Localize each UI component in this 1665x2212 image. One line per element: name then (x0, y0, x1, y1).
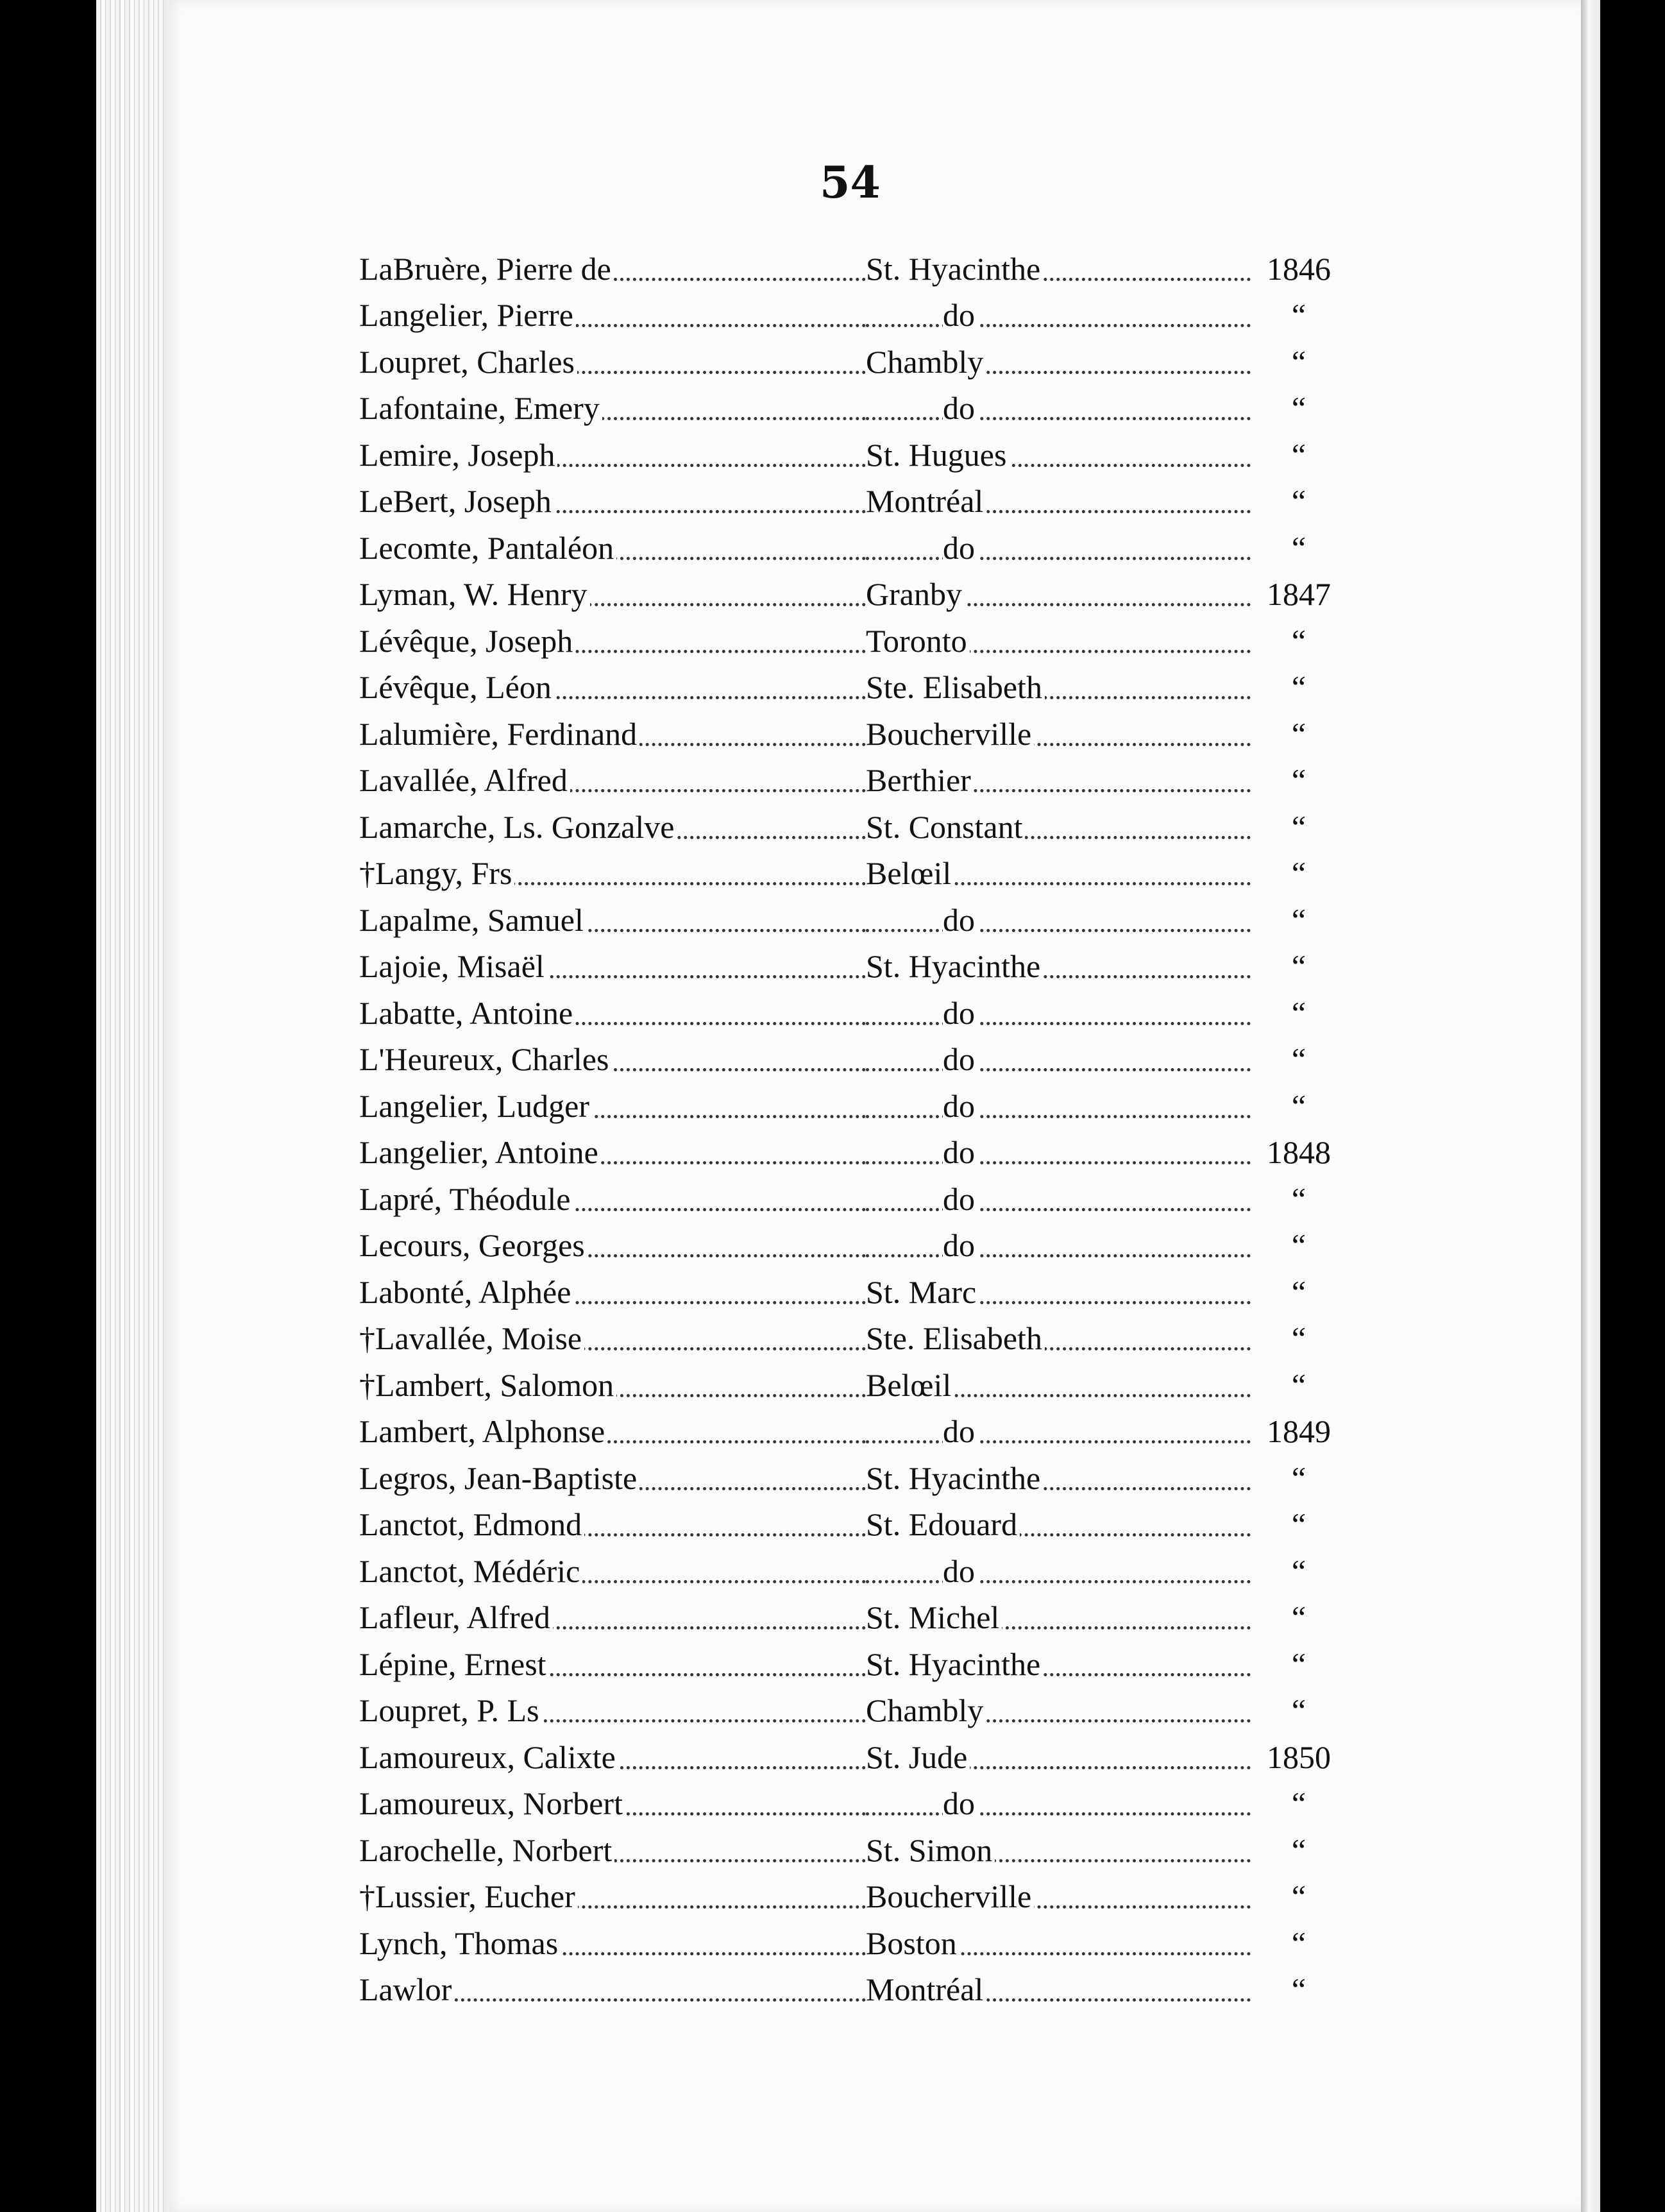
list-item (359, 613, 1347, 659)
entry-place-cell (866, 1227, 1251, 1264)
entry-year: “ (1291, 808, 1306, 845)
entry-place-cell (866, 715, 1251, 753)
entry-name-cell (359, 1087, 866, 1125)
leader-dots (866, 929, 1251, 932)
entry-place: Granby (866, 576, 965, 612)
entry-year: “ (1291, 483, 1306, 519)
entry-year: “ (1291, 343, 1306, 380)
entry-place-cell (866, 296, 1251, 334)
entry-name: Langelier, Pierre (359, 297, 576, 333)
list-item (359, 892, 1347, 939)
entry-name: Lanctot, Médéric (359, 1553, 582, 1589)
entry-place: Belœil (866, 855, 954, 891)
entry-place: Ste. Elisabeth (866, 1320, 1045, 1356)
entry-place: Boucherville (866, 716, 1034, 752)
entry-place-cell (866, 250, 1251, 287)
entry-name-cell (359, 1646, 866, 1683)
leader-dots (866, 417, 1251, 420)
list-item (359, 287, 1347, 334)
entry-place-cell (866, 1785, 1251, 1822)
entry-name: Lamarche, Ls. Gonzalve (359, 809, 677, 845)
entry-name: Lévêque, Léon (359, 669, 554, 705)
entry-place-cell (866, 1692, 1251, 1729)
entry-place: Boucherville (866, 1878, 1034, 1914)
entry-place-cell (866, 1739, 1251, 1776)
entry-year: “ (1291, 1227, 1306, 1263)
entry-place: do (943, 1181, 977, 1217)
entry-name: LaBruère, Pierre de (359, 251, 614, 287)
entry-place: Ste. Elisabeth (866, 669, 1045, 705)
entry-place-cell (866, 1832, 1251, 1869)
entry-year: 1847 (1267, 576, 1331, 612)
entry-name: Lemire, Joseph (359, 437, 557, 473)
entry-place-cell (866, 1413, 1251, 1450)
entry-name: Lamoureux, Calixte (359, 1739, 618, 1775)
entry-year: “ (1291, 390, 1306, 426)
entry-year: “ (1291, 1925, 1306, 1961)
entry-year: “ (1291, 436, 1306, 473)
list-item (359, 799, 1347, 846)
entry-year: 1849 (1267, 1413, 1331, 1449)
entry-place-cell (866, 1273, 1251, 1311)
page-number: 54 (820, 157, 881, 208)
entry-place: do (943, 1134, 977, 1170)
entry-name: Lapalme, Samuel (359, 902, 586, 938)
entry-name: Labatte, Antoine (359, 995, 575, 1031)
entry-name-cell (359, 1878, 866, 1915)
list-item (359, 1776, 1347, 1823)
entry-name: Lecours, Georges (359, 1227, 587, 1263)
entry-place: do (943, 1041, 977, 1077)
entry-name: †Lambert, Salomon (359, 1367, 616, 1403)
entry-place-cell (866, 1366, 1251, 1404)
entry-place: St. Jude (866, 1739, 970, 1775)
entry-name: Lépine, Ernest (359, 1646, 549, 1682)
list-item (359, 985, 1347, 1032)
entry-name-cell (359, 1227, 866, 1264)
entry-name-cell (359, 948, 866, 985)
entry-name: Lawlor (359, 1971, 454, 2007)
entry-place: St. Hyacinthe (866, 1460, 1043, 1496)
entry-place-cell (866, 1971, 1251, 2008)
entry-name-cell (359, 1459, 866, 1497)
list-item (359, 1543, 1347, 1590)
entry-place-cell (866, 1041, 1251, 1078)
entry-name: Labonté, Alphée (359, 1274, 573, 1310)
entry-place: St. Hyacinthe (866, 948, 1043, 984)
entry-name-cell (359, 296, 866, 334)
entry-year: 1848 (1267, 1134, 1331, 1170)
entry-name-cell (359, 1785, 866, 1822)
entry-place: do (943, 530, 977, 566)
entry-place-cell (866, 855, 1251, 892)
entry-name: Lavallée, Alfred (359, 762, 570, 798)
entry-place-cell (866, 1646, 1251, 1683)
entry-name-cell (359, 343, 866, 380)
entry-name: Larochelle, Norbert (359, 1832, 614, 1868)
entry-year: “ (1291, 1320, 1306, 1356)
list-item (359, 1497, 1347, 1544)
entry-year: “ (1291, 715, 1306, 752)
list-item (359, 1869, 1347, 1916)
entry-name: Langelier, Antoine (359, 1134, 601, 1170)
list-item (359, 241, 1347, 287)
entry-place-cell (866, 389, 1251, 427)
entry-place: St. Michel (866, 1599, 1002, 1635)
entry-place: do (943, 1553, 977, 1589)
entry-place: do (943, 390, 977, 426)
leader-dots (866, 1208, 1251, 1211)
list-item (359, 706, 1347, 753)
entry-name: Langelier, Ludger (359, 1088, 592, 1124)
entry-name-cell (359, 1320, 866, 1357)
entry-place: Berthier (866, 762, 974, 798)
entry-name-cell (359, 1134, 866, 1171)
entry-place-cell (866, 1599, 1251, 1636)
entry-year: “ (1291, 1599, 1306, 1635)
entry-place: St. Hyacinthe (866, 1646, 1043, 1682)
entry-place-cell (866, 1087, 1251, 1125)
entry-name: Lyman, W. Henry (359, 576, 590, 612)
entry-name-cell (359, 482, 866, 520)
entry-name: †Lussier, Eucher (359, 1878, 578, 1914)
entry-name-cell (359, 1692, 866, 1729)
leader-dots (866, 1254, 1251, 1257)
list-item (359, 380, 1347, 427)
list-item (359, 566, 1347, 613)
entry-name-cell (359, 529, 866, 566)
entry-place-cell (866, 482, 1251, 520)
entry-place: Boston (866, 1925, 959, 1961)
entry-place: Toronto (866, 623, 970, 659)
list-item (359, 520, 1347, 566)
entry-place: St. Edouard (866, 1506, 1020, 1542)
entry-year: “ (1291, 297, 1306, 333)
entry-place-cell (866, 1459, 1251, 1497)
entry-name-cell (359, 901, 866, 939)
entry-name-cell (359, 1366, 866, 1404)
leader-dots (866, 1022, 1251, 1025)
entry-place-cell (866, 436, 1251, 473)
entry-name-cell (359, 1273, 866, 1311)
list-item (359, 1125, 1347, 1171)
entry-name-cell (359, 1739, 866, 1776)
entry-name: Lalumière, Ferdinand (359, 716, 639, 752)
entry-name-cell (359, 1599, 866, 1636)
entry-name-cell (359, 994, 866, 1032)
entry-place-cell (866, 1925, 1251, 1962)
entry-name: Lafleur, Alfred (359, 1599, 553, 1635)
entry-name: Loupret, P. Ls (359, 1692, 542, 1728)
entry-name-cell (359, 389, 866, 427)
entry-name: Lajoie, Misaël (359, 948, 547, 984)
entry-place-cell (866, 343, 1251, 380)
leader-dots (866, 1812, 1251, 1816)
entry-place: do (943, 902, 977, 938)
entry-place-cell (866, 1506, 1251, 1543)
entry-name: Lamoureux, Norbert (359, 1785, 625, 1821)
entry-year: “ (1291, 1553, 1306, 1589)
list-item (359, 1683, 1347, 1730)
entry-year: “ (1291, 622, 1306, 659)
list-item (359, 1218, 1347, 1264)
list-item (359, 753, 1347, 799)
list-item (359, 939, 1347, 985)
entry-place: St. Simon (866, 1832, 995, 1868)
list-item (359, 1078, 1347, 1125)
entry-year: “ (1291, 1832, 1306, 1868)
entry-name: Legros, Jean-Baptiste (359, 1460, 639, 1496)
entry-name-cell (359, 436, 866, 473)
entry-year: “ (1291, 1459, 1306, 1496)
entry-year: “ (1291, 855, 1306, 891)
list-item (359, 1450, 1347, 1497)
entry-year: 1846 (1267, 250, 1331, 287)
entry-place: St. Hyacinthe (866, 251, 1043, 287)
entry-name: Lafontaine, Emery (359, 390, 602, 426)
entry-name: LeBert, Joseph (359, 483, 554, 519)
entry-place-cell (866, 1134, 1251, 1171)
scan-border (1600, 0, 1665, 2212)
entry-year: “ (1291, 1087, 1306, 1124)
entry-year: “ (1291, 994, 1306, 1031)
list-item (359, 334, 1347, 380)
entry-year: “ (1291, 1506, 1306, 1542)
entry-name: L'Heureux, Charles (359, 1041, 611, 1077)
entry-name: Lambert, Alphonse (359, 1413, 607, 1449)
entry-name-cell (359, 1506, 866, 1543)
entry-name-cell (359, 250, 866, 287)
page-gutter (1581, 0, 1600, 2212)
entry-name: †Lavallée, Moise (359, 1320, 584, 1356)
entry-name: Lapré, Théodule (359, 1181, 573, 1217)
entry-year: “ (1291, 762, 1306, 798)
entry-year: “ (1291, 1273, 1306, 1310)
entry-year: 1850 (1267, 1739, 1331, 1775)
entry-year: “ (1291, 1692, 1306, 1728)
entry-name: Lecomte, Pantaléon (359, 530, 616, 566)
entry-year: “ (1291, 1785, 1306, 1821)
entry-place: do (943, 1088, 977, 1124)
entry-name-cell (359, 1413, 866, 1450)
leader-dots (866, 1068, 1251, 1071)
list-item (359, 659, 1347, 706)
leader-dots (866, 1440, 1251, 1443)
entry-place-cell (866, 1878, 1251, 1915)
list-item (359, 846, 1347, 892)
entry-name-cell (359, 1180, 866, 1218)
entry-name-cell (359, 668, 866, 706)
leader-dots (866, 1161, 1251, 1164)
entry-name-cell (359, 1832, 866, 1869)
entry-year: “ (1291, 1366, 1306, 1403)
entry-name-cell (359, 1553, 866, 1590)
entry-place-cell (866, 1320, 1251, 1357)
entry-name-cell (359, 808, 866, 846)
entry-place: Belœil (866, 1367, 954, 1403)
entry-year: “ (1291, 1646, 1306, 1682)
list-item (359, 1264, 1347, 1311)
entry-name: †Langy, Frs (359, 855, 514, 891)
leader-dots (866, 324, 1251, 327)
list-item (359, 1962, 1347, 2009)
leader-dots (866, 557, 1251, 560)
entry-place-cell (866, 1553, 1251, 1590)
entry-name: Lévêque, Joseph (359, 623, 575, 659)
entry-place-cell (866, 529, 1251, 566)
entry-name-cell (359, 622, 866, 659)
entry-place: do (943, 1785, 977, 1821)
entry-year: “ (1291, 1878, 1306, 1914)
entry-place: St. Marc (866, 1274, 979, 1310)
list-item (359, 1032, 1347, 1078)
list-item (359, 1171, 1347, 1218)
entry-place-cell (866, 575, 1251, 613)
list-item (359, 1357, 1347, 1404)
entry-place: St. Hugues (866, 437, 1009, 473)
entry-year: “ (1291, 1971, 1306, 2007)
entry-place: St. Constant (866, 809, 1025, 845)
entry-name-cell (359, 855, 866, 892)
entry-place-cell (866, 948, 1251, 985)
entry-place-cell (866, 761, 1251, 799)
entry-place-cell (866, 668, 1251, 706)
entry-place: Montréal (866, 1971, 986, 2007)
entry-name-cell (359, 761, 866, 799)
entry-year: “ (1291, 669, 1306, 705)
leader-dots (866, 1580, 1251, 1583)
entries-list (359, 241, 1347, 2008)
entry-name-cell (359, 1041, 866, 1078)
page-edges (96, 0, 167, 2212)
list-item (359, 1404, 1347, 1451)
entry-place: do (943, 1227, 977, 1263)
entry-place-cell (866, 901, 1251, 939)
entry-name-cell (359, 715, 866, 753)
entry-year: “ (1291, 948, 1306, 984)
list-item (359, 427, 1347, 473)
entry-name: Lynch, Thomas (359, 1925, 561, 1961)
entry-place-cell (866, 622, 1251, 659)
entry-name: Lanctot, Edmond (359, 1506, 584, 1542)
entry-name-cell (359, 1925, 866, 1962)
entry-place-cell (866, 1180, 1251, 1218)
entry-place: do (943, 297, 977, 333)
list-item (359, 1915, 1347, 1962)
entry-place: do (943, 1413, 977, 1449)
entry-place: Chambly (866, 1692, 986, 1728)
entry-place-cell (866, 994, 1251, 1032)
list-item (359, 1636, 1347, 1683)
entry-place: Montréal (866, 483, 986, 519)
entry-place: do (943, 995, 977, 1031)
entry-year: “ (1291, 901, 1306, 938)
entry-name-cell (359, 575, 866, 613)
list-item (359, 1590, 1347, 1637)
entry-place-cell (866, 808, 1251, 846)
list-item (359, 1311, 1347, 1357)
list-item (359, 473, 1347, 520)
list-item (359, 1729, 1347, 1776)
entry-name-cell (359, 1971, 866, 2008)
list-item (359, 1822, 1347, 1869)
entry-name: Loupret, Charles (359, 344, 577, 380)
entry-year: “ (1291, 529, 1306, 566)
entry-year: “ (1291, 1041, 1306, 1077)
leader-dots (866, 1115, 1251, 1118)
entry-place: Chambly (866, 344, 986, 380)
entry-year: “ (1291, 1180, 1306, 1217)
